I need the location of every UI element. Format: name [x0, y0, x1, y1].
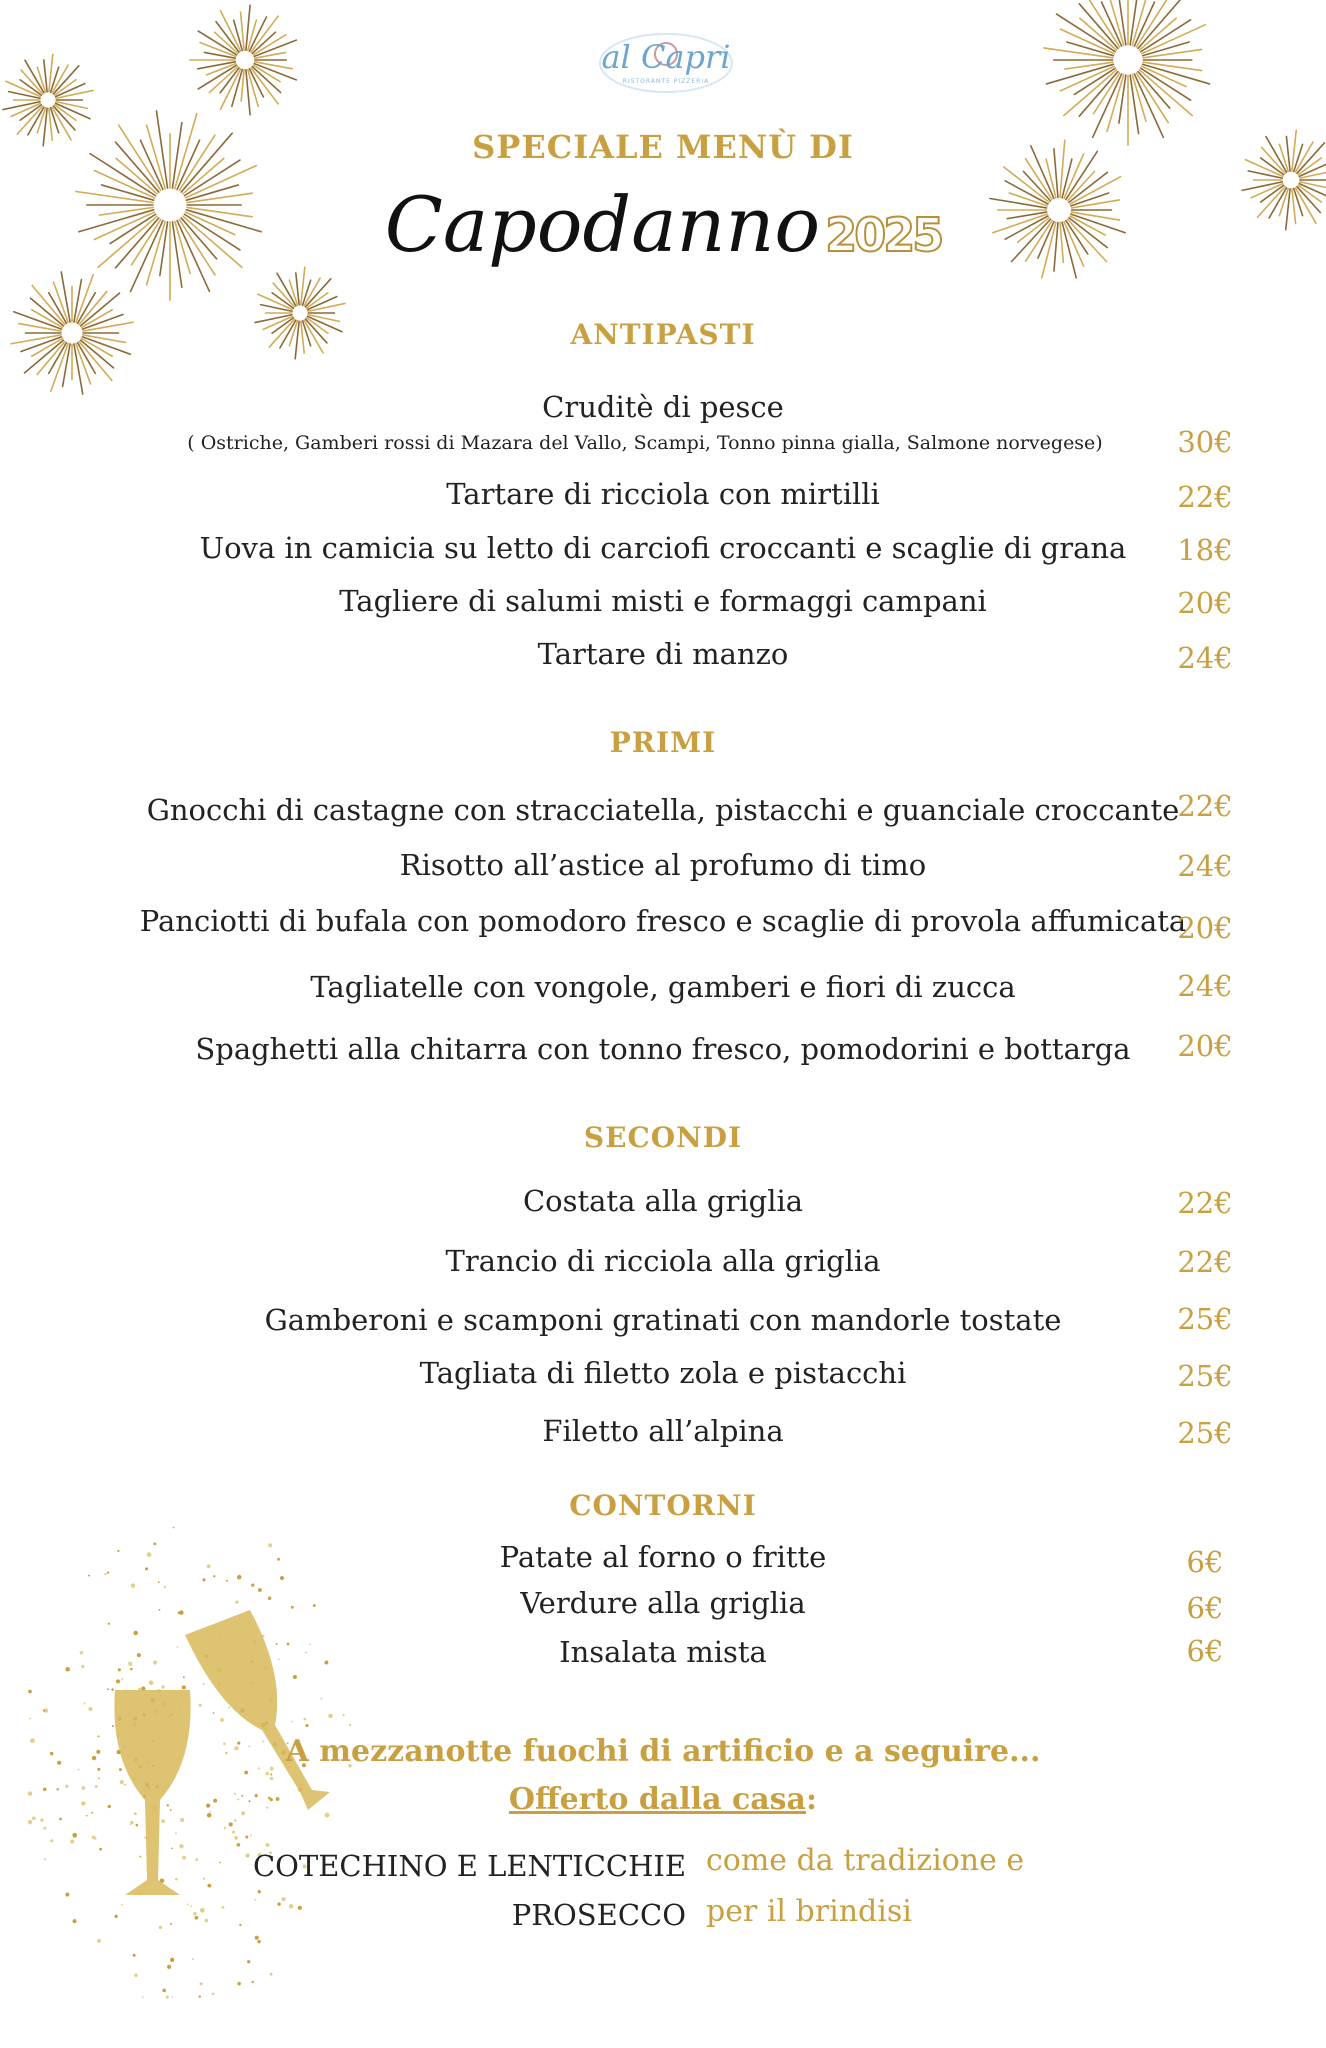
section-title-primi: PRIMI: [609, 726, 717, 759]
menu-item-name: Tagliere di salumi misti e formaggi campani: [339, 584, 987, 618]
menu-item-price: 24€: [1177, 641, 1233, 675]
firework-icon: [1044, 0, 1210, 145]
section-title-contorni: CONTORNI: [569, 1489, 757, 1522]
firework-icon: [190, 5, 296, 115]
midnight-message: A mezzanotte fuochi di artificio e a seguire...: [285, 1734, 1041, 1769]
menu-item-name: Gnocchi di castagne con stracciatella, pistacchi e guanciale croccante: [146, 793, 1180, 827]
offered-by-house-link[interactable]: Offerto dalla casa: [508, 1782, 806, 1817]
menu-item-price: 22€: [1177, 1245, 1233, 1279]
menu-title-line1: SPECIALE MENÙ DI: [472, 128, 854, 166]
section-title-antipasti: ANTIPASTI: [570, 318, 756, 351]
section-title-secondi: SECONDI: [583, 1121, 743, 1154]
menu-item-name: Costata alla griglia: [522, 1184, 804, 1218]
menu-item-price: 25€: [1177, 1302, 1233, 1336]
footer-item-cotechino: COTECHINO E LENTICCHIE: [252, 1849, 686, 1883]
menu-item-price: 20€: [1177, 911, 1233, 945]
footer-note-toast: per il brindisi: [706, 1894, 912, 1929]
menu-item-name: Gamberoni e scamponi gratinati con mandorle tostate: [264, 1303, 1062, 1337]
champagne-glass-right-icon: [185, 1610, 330, 1810]
menu-item-price: 22€: [1177, 789, 1233, 823]
menu-item-price: 24€: [1177, 969, 1233, 1003]
menu-item-name: Uova in camicia su letto di carciofi croccanti e scaglie di grana: [199, 531, 1127, 565]
menu-item-name: Trancio di ricciola alla griglia: [445, 1244, 881, 1278]
menu-item-name: Filetto all’alpina: [542, 1414, 784, 1448]
menu-item-price: 20€: [1177, 586, 1233, 620]
menu-item-name: Tagliatelle con vongole, gamberi e fiori di zucca: [310, 970, 1016, 1004]
title-capodanno: Capodanno: [384, 180, 821, 269]
menu-item-name: Tagliata di filetto zola e pistacchi: [419, 1356, 907, 1390]
menu-item-name: Insalata mista: [559, 1635, 767, 1669]
menu-item-price: 24€: [1177, 849, 1233, 883]
menu-item-price: 20€: [1177, 1029, 1233, 1063]
menu-item-name: Patate al forno o fritte: [499, 1540, 827, 1574]
logo-subtitle: RISTORANTE PIZZERIA: [622, 78, 710, 85]
menu-item-price: 6€: [1186, 1591, 1224, 1625]
menu-item-price: 6€: [1186, 1634, 1224, 1668]
menu-item-name: Cruditè di pesce: [542, 390, 784, 424]
menu-item-price: 25€: [1177, 1416, 1233, 1450]
menu-item-price: 6€: [1186, 1545, 1224, 1579]
menu-item-name: Tartare di manzo: [537, 637, 789, 671]
menu-item-price: 22€: [1177, 480, 1233, 514]
menu-item-detail: ( Ostriche, Gamberi rossi di Mazara del Vallo, Scampi, Tonno pinna gialla, Salmone norvegese): [187, 432, 1103, 454]
menu-item-name: Spaghetti alla chitarra con tonno fresco, pomodorini e bottarga: [195, 1032, 1131, 1066]
menu-item-name: Verdure alla griglia: [520, 1586, 806, 1620]
logo-text: al Capri: [601, 38, 731, 76]
restaurant-logo: [596, 30, 736, 96]
menu-item-price: 22€: [1177, 1186, 1233, 1220]
menu-item-name: Panciotti di bufala con pomodoro fresco e scaglie di provola affumicata: [139, 904, 1187, 938]
footer-item-prosecco: PROSECCO: [511, 1898, 686, 1932]
footer-note-tradition: come da tradizione e: [706, 1843, 1025, 1878]
offered-colon: :: [806, 1782, 818, 1817]
offered-line: [0, 1782, 1326, 1817]
title-year: 2025: [825, 208, 942, 262]
menu-item-name: Risotto all’astice al profumo di timo: [399, 848, 927, 882]
menu-title-script: [0, 180, 1326, 269]
menu-item-price: 30€: [1177, 425, 1233, 459]
menu-item-price: 25€: [1177, 1359, 1233, 1393]
menu-item-name: Tartare di ricciola con mirtilli: [446, 477, 880, 511]
menu-item-price: 18€: [1177, 533, 1233, 567]
